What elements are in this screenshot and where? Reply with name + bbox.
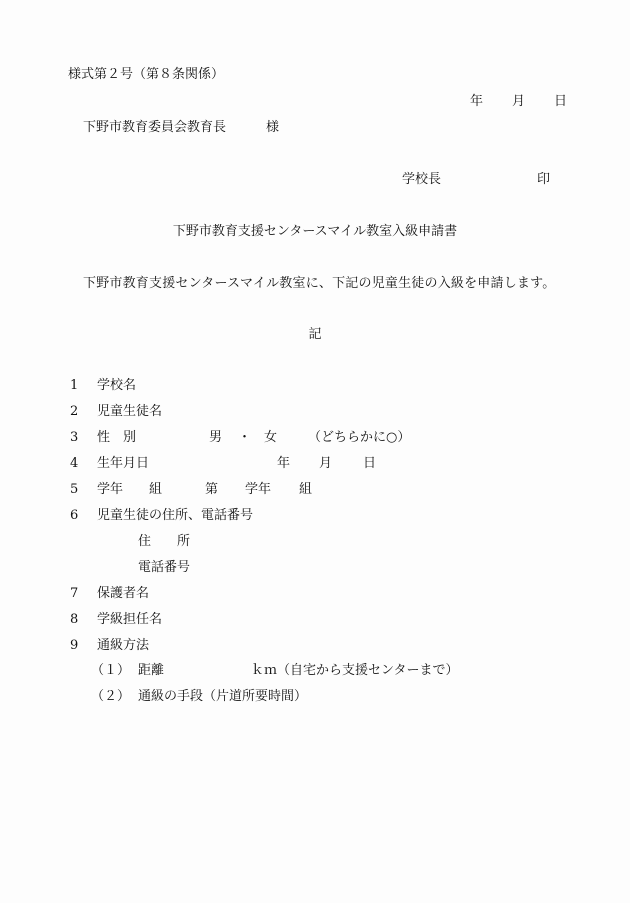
item-number: 3: [70, 430, 79, 445]
grade-label: 学年: [245, 482, 272, 497]
item-label: 児童生徒名: [97, 404, 163, 419]
item-label: 学級担任名: [97, 612, 163, 627]
date-year-label: 年: [470, 94, 484, 109]
item-student-name: [70, 404, 162, 420]
item-guardian-name: [70, 586, 149, 602]
birth-year-label: 年: [277, 456, 291, 471]
sub-item-commute-means: [91, 689, 307, 705]
sub-item-distance: [91, 663, 459, 679]
item-label: 通級方法: [97, 638, 150, 653]
item-homeroom-teacher: [70, 612, 162, 628]
distance-unit: ｋｍ: [251, 663, 278, 678]
item-number: 8: [70, 612, 79, 627]
item-label: 学校名: [97, 378, 137, 393]
item-label: 生年月日: [97, 456, 150, 471]
sub-item-number: （１）: [91, 663, 131, 678]
addressee-honorific: 様: [266, 120, 280, 135]
item-birth-date: [70, 456, 376, 472]
commute-means-label: 通級の手段（片道所要時間）: [138, 689, 308, 704]
item-grade-class: [70, 482, 312, 498]
date-month-label: 月: [512, 94, 526, 109]
gender-note: （どちらかに○）: [308, 430, 411, 445]
document-title: 下野市教育支援センタースマイル教室入級申請書: [172, 224, 458, 239]
birth-month-label: 月: [319, 456, 333, 471]
item-number: 9: [70, 638, 79, 653]
item-number: 1: [70, 378, 79, 393]
form-number: 様式第２号（第８条関係）: [68, 67, 225, 82]
birth-day-label: 日: [363, 456, 377, 471]
class-label: 組: [149, 482, 163, 497]
intro-sentence: 下野市教育支援センタースマイル教室に、下記の児童生徒の入級を申請します。: [83, 276, 556, 291]
sender-title: 学校長: [402, 172, 442, 187]
date-day-label: 日: [554, 94, 568, 109]
addressee-name: 下野市教育委員会教育長: [83, 120, 227, 135]
sender-principal: [402, 172, 550, 188]
grade-prefix: 第: [205, 482, 219, 497]
sub-item-phone: 電話番号: [138, 560, 191, 575]
class-label-2: 組: [299, 482, 313, 497]
seal-mark: 印: [537, 172, 551, 187]
item-school-name: [70, 378, 136, 394]
addressee: [83, 120, 279, 136]
gender-separator: ・: [238, 430, 252, 445]
ki-heading: 記: [308, 327, 322, 342]
item-number: 7: [70, 586, 79, 601]
item-label: 学年: [97, 482, 124, 497]
item-number: 4: [70, 456, 79, 471]
item-address-phone: [70, 508, 253, 524]
gender-option-female[interactable]: 女: [264, 430, 278, 445]
item-gender: [70, 430, 410, 446]
sub-item-number: （２）: [91, 689, 131, 704]
distance-label: 距離: [138, 663, 165, 678]
application-date: [470, 94, 567, 110]
item-label: 保護者名: [97, 586, 150, 601]
item-label: 児童生徒の住所、電話番号: [97, 508, 254, 523]
gender-option-male[interactable]: 男: [209, 430, 223, 445]
item-label: 性 別: [97, 430, 137, 445]
item-commute-method: [70, 638, 149, 654]
distance-note: （自宅から支援センターまで）: [277, 663, 459, 678]
sub-item-address: 住 所: [138, 534, 191, 549]
item-number: 6: [70, 508, 79, 523]
item-number: 2: [70, 404, 79, 419]
item-number: 5: [70, 482, 79, 497]
